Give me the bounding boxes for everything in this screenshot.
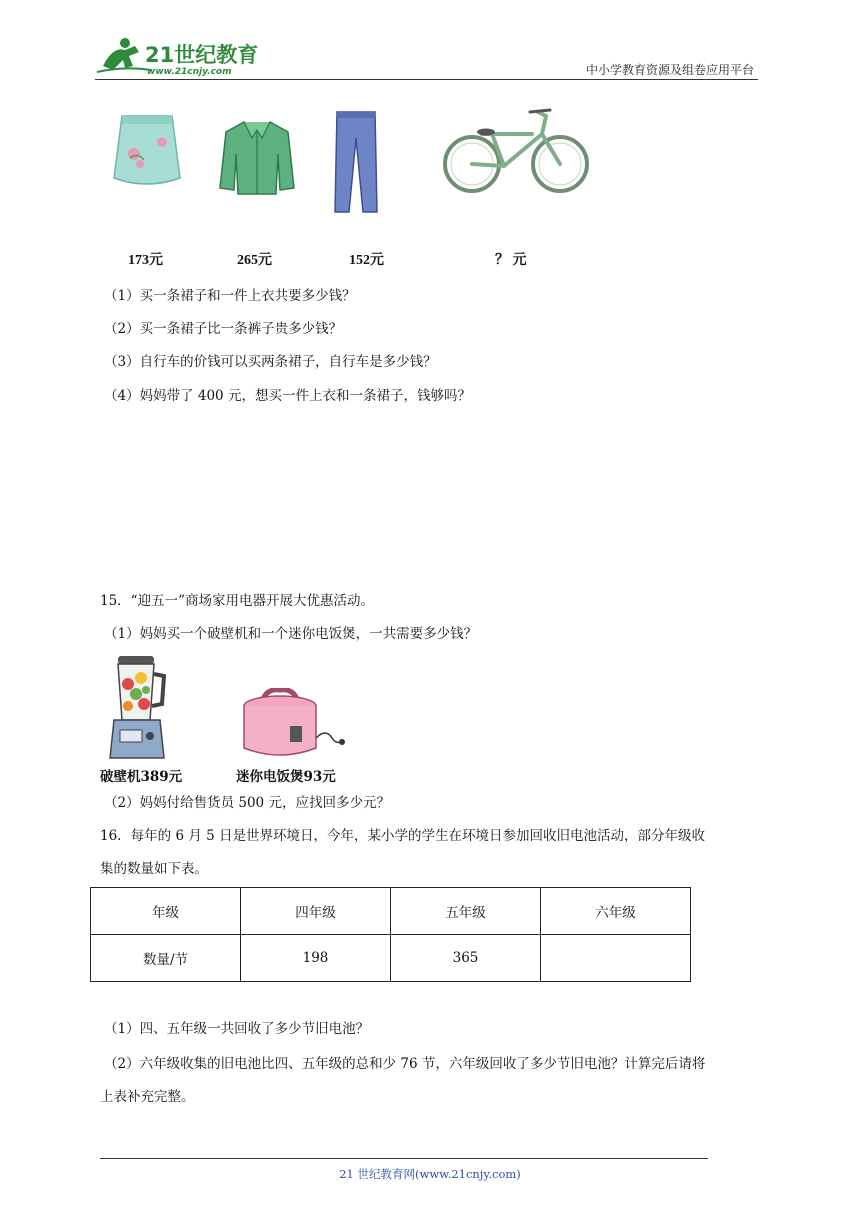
table-row (91, 935, 691, 982)
q14-sub2: （2）买一条裙子比一条裤子贵多少钱？ (104, 321, 343, 337)
rice-cooker-icon (240, 688, 348, 760)
table-cell: 年级 (91, 888, 241, 935)
blender-icon (108, 654, 170, 762)
table-cell-blank (541, 935, 691, 982)
q15-sub1: （1）妈妈买一个破壁机和一个迷你电饭煲，一共需要多少钱？ (104, 626, 478, 642)
bicycle-price: ？ 元 (495, 253, 527, 268)
rice-cooker-caption: 迷你电饭煲93元 (236, 769, 336, 785)
q16-title-line2: 集的数量如下表。 (100, 861, 208, 877)
table-cell: 五年级 (391, 888, 541, 935)
runner-logo-icon (95, 36, 260, 78)
q14-sub4: （4）妈妈带了 400 元，想买一件上衣和一条裙子，钱够吗？ (104, 388, 471, 404)
blender-caption: 破壁机389元 (100, 769, 183, 785)
skirt-price: 173元 (128, 253, 163, 268)
q16-sub1: （1）四、五年级一共回收了多少节旧电池？ (104, 1021, 370, 1037)
q16-title-line1: 16．每年的 6 月 5 日是世界环境日，今年，某小学的学生在环境日参加回收旧电池活动，部分年级收 (100, 828, 706, 844)
table-cell: 六年级 (541, 888, 691, 935)
table-cell: 数量/节 (91, 935, 241, 982)
header-platform-text: 中小学教育资源及组卷应用平台 (585, 63, 754, 77)
q15-title: 15．“迎五一”商场家用电器开展大优惠活动。 (100, 593, 374, 609)
jacket-price: 265元 (237, 253, 272, 268)
footer-text: 21 世纪教育网(www.21cnjy.com) (339, 1167, 521, 1181)
pants-price: 152元 (349, 253, 384, 268)
table-cell: 四年级 (241, 888, 391, 935)
header-divider (95, 79, 758, 80)
table-cell: 365 (391, 935, 541, 982)
q14-sub1: （1）买一条裙子和一件上衣共要多少钱？ (104, 288, 356, 304)
jacket-icon (218, 118, 296, 196)
q16-sub2-line1: （2）六年级收集的旧电池比四、五年级的总和少 76 节，六年级回收了多少节旧电池？计算完后请将 (104, 1056, 706, 1072)
svg-text:21世纪教育: 21世纪教育 (145, 43, 259, 67)
q16-sub2-line2: 上表补充完整。 (100, 1089, 195, 1105)
battery-table (90, 887, 691, 982)
table-header-row (91, 888, 691, 935)
q14-sub3: （3）自行车的价钱可以买两条裙子，自行车是多少钱？ (104, 354, 437, 370)
table-cell: 198 (241, 935, 391, 982)
q15-sub2: （2）妈妈付给售货员 500 元，应找回多少元？ (104, 795, 390, 811)
bicycle-icon (442, 104, 590, 196)
site-logo (95, 36, 260, 78)
svg-text:www.21cnjy.com: www.21cnjy.com (147, 67, 232, 77)
footer-divider (100, 1158, 708, 1159)
skirt-icon (110, 112, 184, 192)
pants-icon (333, 108, 379, 216)
